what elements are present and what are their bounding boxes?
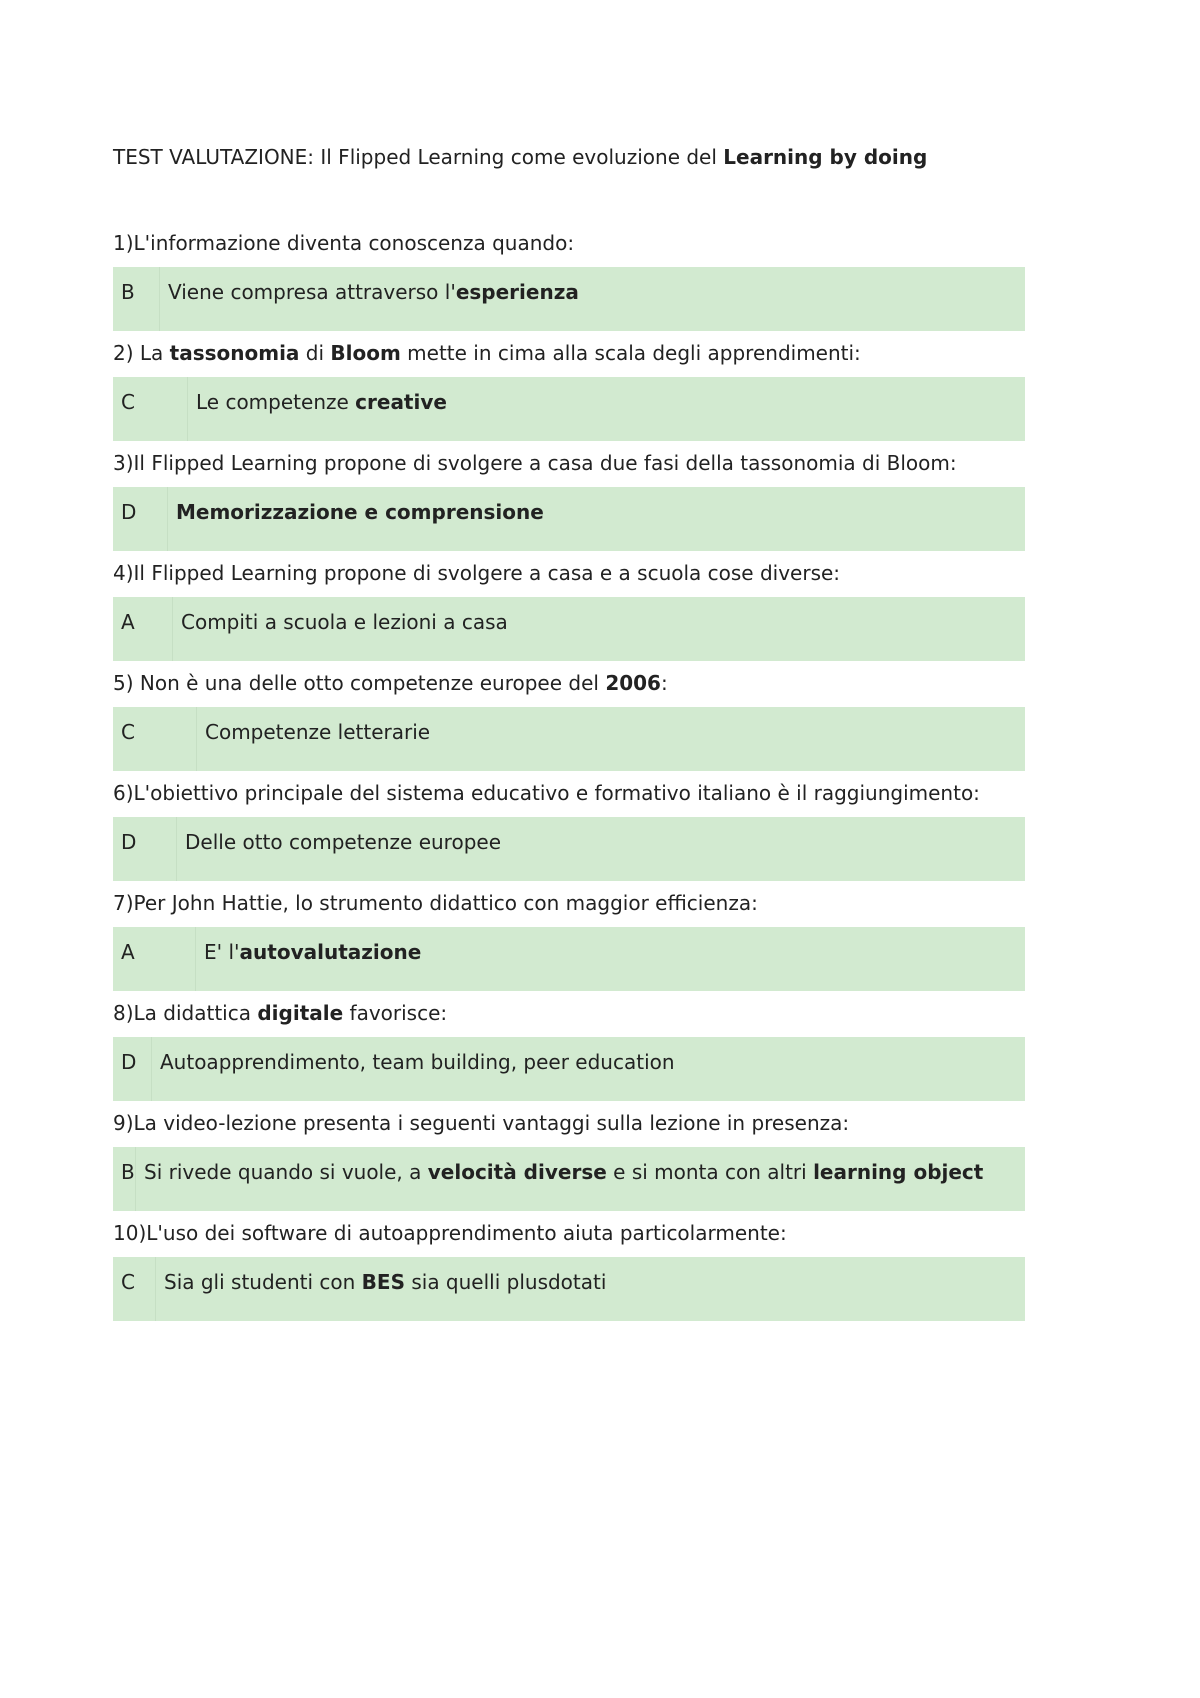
question-segment: 7)Per John Hattie, lo strumento didattico con maggior efficienza:	[113, 891, 758, 915]
answer-text	[159, 267, 1025, 331]
question-segment: 10)L'uso dei software di autoapprendimento aiuta particolarmente:	[113, 1221, 787, 1245]
question-text	[113, 998, 1103, 1028]
answer-segment: Sia gli studenti con	[164, 1270, 362, 1294]
question-text	[113, 888, 1103, 918]
answer-segment: Competenze letterarie	[205, 720, 431, 744]
answer-text	[135, 1147, 1025, 1211]
question-segment: 5) Non è una delle otto competenze europee del	[113, 671, 606, 695]
answer-row	[113, 707, 1025, 771]
answer-segment: Memorizzazione e comprensione	[176, 500, 544, 524]
answer-text	[172, 597, 1025, 661]
answer-text	[196, 707, 1025, 771]
answer-letter: D	[121, 1050, 137, 1074]
answer-letter: C	[121, 390, 135, 414]
answer-letter: B	[121, 1160, 135, 1184]
answer-letter: C	[121, 1270, 135, 1294]
question-segment: 2) La	[113, 341, 170, 365]
answer-segment: e si monta con altri	[606, 1160, 814, 1184]
answer-row	[113, 487, 1025, 551]
question-segment: favorisce:	[343, 1001, 448, 1025]
answer-segment: Compiti a scuola e lezioni a casa	[181, 610, 508, 634]
answer-segment: creative	[355, 390, 447, 414]
answer-text	[155, 1257, 1025, 1321]
answer-segment: learning object	[813, 1160, 984, 1184]
question-text	[113, 338, 1103, 368]
answer-letter: A	[121, 940, 135, 964]
answer-letter: D	[121, 500, 137, 524]
answer-letter: A	[121, 610, 135, 634]
answer-letter: B	[121, 280, 135, 304]
answer-row	[113, 377, 1025, 441]
question-list	[113, 228, 1103, 1321]
question-segment: 9)La video-lezione presenta i seguenti vantaggi sulla lezione in presenza:	[113, 1111, 850, 1135]
answer-segment: velocità diverse	[427, 1160, 607, 1184]
answer-row	[113, 817, 1025, 881]
answer-segment: BES	[361, 1270, 405, 1294]
question-text	[113, 1108, 1103, 1138]
question-text	[113, 228, 1103, 258]
answer-row	[113, 597, 1025, 661]
answer-segment: Si rivede quando si vuole, a	[144, 1160, 428, 1184]
question-segment: Bloom	[330, 341, 401, 365]
question-segment: di	[299, 341, 331, 365]
question-segment: 4)Il Flipped Learning propone di svolgere a casa e a scuola cose diverse:	[113, 561, 841, 585]
question-segment: 6)L'obiettivo principale del sistema educativo e formativo italiano è il raggiungimento:	[113, 781, 980, 805]
question-segment: digitale	[257, 1001, 344, 1025]
question-segment: 8)La didattica	[113, 1001, 258, 1025]
question-segment: 2006	[605, 671, 661, 695]
title-prefix: TEST VALUTAZIONE: Il Flipped Learning come evoluzione del	[113, 145, 724, 169]
answer-row	[113, 927, 1025, 991]
answer-text	[195, 927, 1025, 991]
answer-segment: Autoapprendimento, team building, peer education	[160, 1050, 675, 1074]
question-segment: mette in cima alla scala degli apprendimenti:	[400, 341, 861, 365]
answer-segment: sia quelli plusdotati	[404, 1270, 607, 1294]
answer-text	[151, 1037, 1025, 1101]
answer-segment: E' l'	[204, 940, 240, 964]
question-text	[113, 778, 1103, 808]
answer-letter: D	[121, 830, 137, 854]
question-text	[113, 558, 1103, 588]
answer-segment: autovalutazione	[239, 940, 422, 964]
document-title	[113, 138, 1103, 176]
answer-row	[113, 1037, 1025, 1101]
title-bold: Learning by doing	[723, 145, 928, 169]
answer-row	[113, 267, 1025, 331]
answer-segment: Delle otto competenze europee	[185, 830, 501, 854]
answer-segment: esperienza	[455, 280, 579, 304]
answer-text	[176, 817, 1025, 881]
question-segment: 1)L'informazione diventa conoscenza quando:	[113, 231, 575, 255]
question-segment: :	[660, 671, 668, 695]
question-text	[113, 1218, 1103, 1248]
answer-segment: Viene compresa attraverso l'	[168, 280, 456, 304]
answer-segment: Le competenze	[196, 390, 356, 414]
answer-letter: C	[121, 720, 135, 744]
document-page	[113, 138, 1103, 1328]
answer-row	[113, 1257, 1025, 1321]
question-text	[113, 448, 1103, 478]
answer-row	[113, 1147, 1025, 1211]
question-text	[113, 668, 1103, 698]
answer-text	[187, 377, 1025, 441]
answer-text	[167, 487, 1025, 551]
question-segment: tassonomia	[169, 341, 300, 365]
question-segment: 3)Il Flipped Learning propone di svolgere a casa due fasi della tassonomia di Bloom:	[113, 451, 957, 475]
